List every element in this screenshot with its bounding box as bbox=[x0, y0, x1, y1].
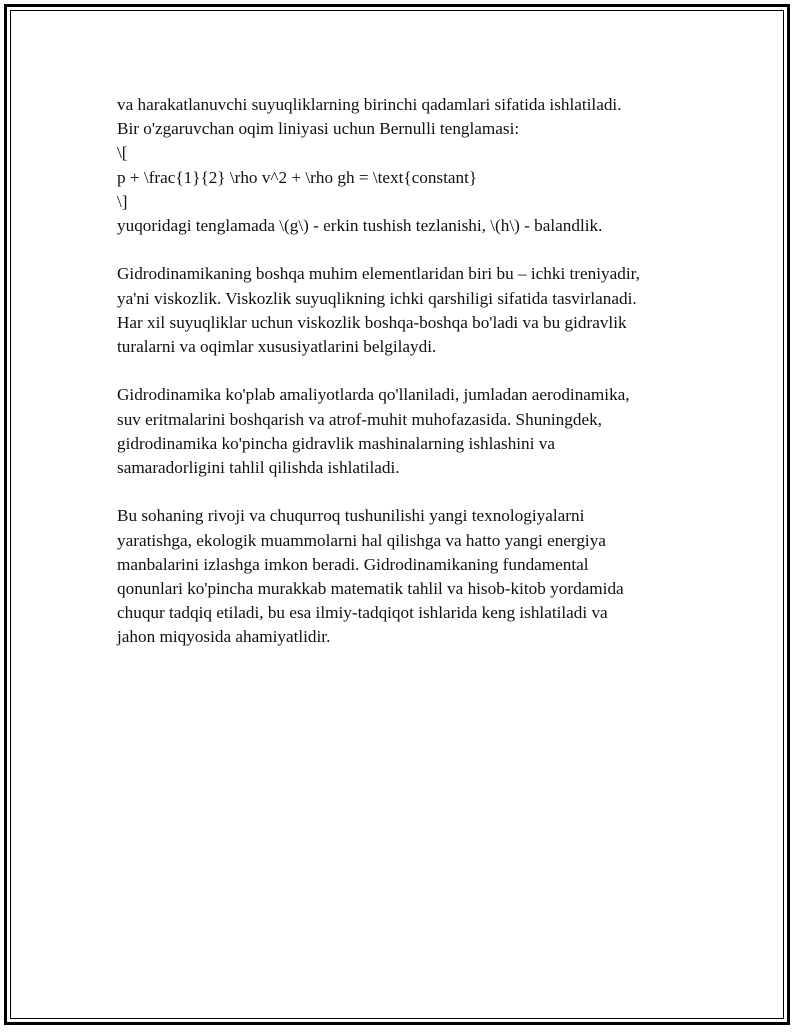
paragraph-applications bbox=[117, 383, 697, 480]
paragraph-viscosity bbox=[117, 262, 697, 359]
paragraph-bernoulli bbox=[117, 93, 697, 238]
text-line: gidrodinamika ko'pincha gidravlik mashinalarning ishlashini va bbox=[117, 433, 555, 453]
paragraph-conclusion bbox=[117, 504, 697, 649]
text-line: turalarni va oqimlar xususiyatlarini belgilaydi. bbox=[117, 337, 437, 357]
text-line: suv eritmalarini boshqarish va atrof-muhit muhofazasida. Shuningdek, bbox=[117, 409, 602, 429]
equation-close-delimiter: \] bbox=[117, 191, 128, 211]
equation-latex-source: p + \frac{1}{2} \rho v^2 + \rho gh = \text{constant} bbox=[117, 167, 478, 187]
text-line: Gidrodinamikaning boshqa muhim elementlaridan biri bu – ichki treniyadir, bbox=[117, 264, 640, 284]
equation-open-delimiter: \[ bbox=[117, 143, 128, 163]
text-line: Bu sohaning rivoji va chuqurroq tushunilishi yangi texnologiyalarni bbox=[117, 506, 585, 526]
text-line: Bir o'zgaruvchan oqim liniyasi uchun Bernulli tenglamasi: bbox=[117, 119, 520, 139]
text-line: yuqoridagi tenglamada \(g\) - erkin tushish tezlanishi, \(h\) - balandlik. bbox=[117, 216, 603, 236]
text-line: yaratishga, ekologik muammolarni hal qilishga va hatto yangi energiya bbox=[117, 530, 606, 550]
text-line: manbalarini izlashga imkon beradi. Gidrodinamikaning fundamental bbox=[117, 554, 589, 574]
document-body bbox=[117, 93, 697, 674]
text-line: qonunlari ko'pincha murakkab matematik tahlil va hisob-kitob yordamida bbox=[117, 579, 624, 599]
text-line: Har xil suyuqliklar uchun viskozlik boshqa-boshqa bo'ladi va bu gidravlik bbox=[117, 312, 627, 332]
text-line: va harakatlanuvchi suyuqliklarning birinchi qadamlari sifatida ishlatiladi. bbox=[117, 95, 622, 114]
text-line: chuqur tadqiq etiladi, bu esa ilmiy-tadqiqot ishlarida keng ishlatiladi va bbox=[117, 603, 608, 623]
text-line: samaradorligini tahlil qilishda ishlatiladi. bbox=[117, 458, 400, 478]
text-line: Gidrodinamika ko'plab amaliyotlarda qo'llaniladi, jumladan aerodinamika, bbox=[117, 385, 630, 405]
text-line: ya'ni viskozlik. Viskozlik suyuqlikning ichki qarshiligi sifatida tasvirlanadi. bbox=[117, 288, 637, 308]
text-line: jahon miqyosida ahamiyatlidir. bbox=[117, 627, 331, 647]
